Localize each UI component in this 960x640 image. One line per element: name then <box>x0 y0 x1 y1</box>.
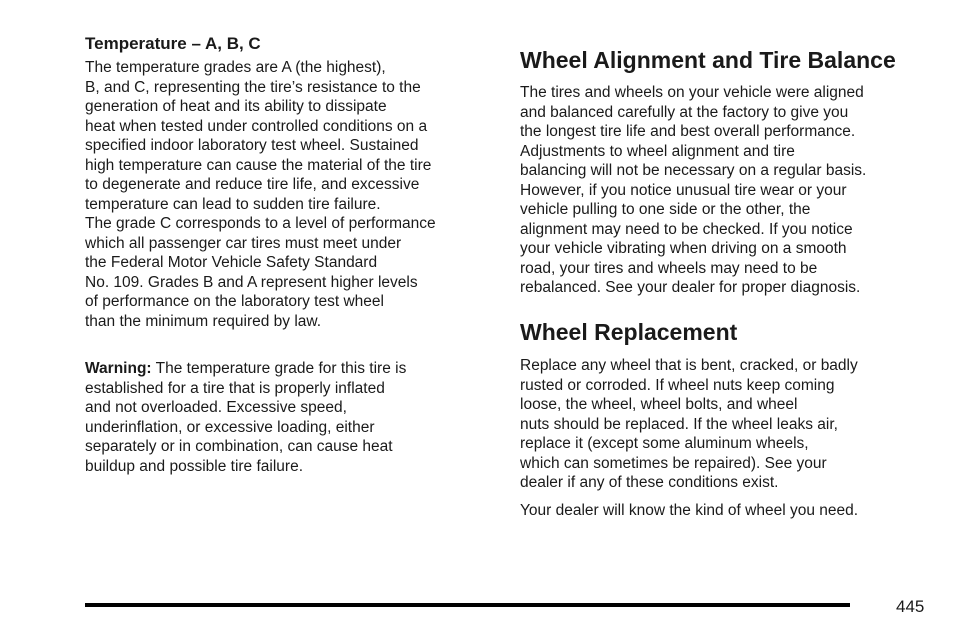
text-line: nuts should be replaced. If the wheel leaks air, <box>520 415 838 433</box>
dealer-note <box>520 501 858 521</box>
text-line: temperature can lead to sudden tire failure. <box>85 195 381 213</box>
text-line: The temperature grades are A (the highest), <box>85 59 386 76</box>
text-line: which all passenger car tires must meet under <box>85 234 402 252</box>
text-line: vehicle pulling to one side or the other, the <box>520 201 811 218</box>
text-line: No. 109. Grades B and A represent higher levels <box>85 273 418 291</box>
text-line: Adjustments to wheel alignment and tire <box>520 142 795 160</box>
text-line: buildup and possible tire failure. <box>85 457 303 475</box>
text-line: and not overloaded. Excessive speed, <box>85 399 347 416</box>
wheel-alignment-heading: Wheel Alignment and Tire Balance <box>520 47 896 73</box>
warning-paragraph <box>85 359 406 476</box>
text-line: heat when tested under controlled conditions on a <box>85 117 428 135</box>
text-line: The tires and wheels on your vehicle were aligned <box>520 84 864 101</box>
text-line: replace it (except some aluminum wheels, <box>520 435 809 452</box>
wheel-replacement-heading: Wheel Replacement <box>520 319 738 345</box>
warning-first-line: The temperature grade for this tire is <box>155 360 407 377</box>
text-line: to degenerate and reduce tire life, and excessive <box>85 176 420 193</box>
text-line: specified indoor laboratory test wheel. Sustained <box>85 137 419 154</box>
text-line: road, your tires and wheels may need to be <box>520 259 818 277</box>
text-line: underinflation, or excessive loading, either <box>85 418 375 436</box>
text-line: the Federal Motor Vehicle Safety Standard <box>85 254 378 271</box>
wheel-replacement-paragraph <box>520 356 858 493</box>
text-line: which can sometimes be repaired). See your <box>520 454 827 472</box>
text-line: established for a tire that is properly inflated <box>85 379 385 397</box>
temperature-grade-heading: Temperature – A, B, C <box>85 34 261 53</box>
text-line: than the minimum required by law. <box>85 312 322 330</box>
text-line: loose, the wheel, wheel bolts, and wheel <box>520 396 798 413</box>
text-line: balancing will not be necessary on a regular basis. <box>520 162 867 179</box>
text-line: The grade C corresponds to a level of performance <box>85 215 436 232</box>
temperature-grade-paragraph <box>85 58 436 331</box>
text-line: your vehicle vibrating when driving on a smooth <box>520 240 847 257</box>
wheel-alignment-paragraph <box>520 83 866 298</box>
text-line: rusted or corroded. If wheel nuts keep coming <box>520 376 835 394</box>
text-line: high temperature can cause the material of the tire <box>85 156 432 174</box>
text-line: Replace any wheel that is bent, cracked, or badly <box>520 357 858 374</box>
text-line: alignment may need to be checked. If you notice <box>520 220 853 238</box>
page-number: 445 <box>896 597 925 616</box>
warning-label: Warning: <box>85 360 152 377</box>
text-line: However, if you notice unusual tire wear or your <box>520 181 847 199</box>
text-line: and balanced carefully at the factory to give you <box>520 103 849 121</box>
text-line: dealer if any of these conditions exist. <box>520 474 779 491</box>
text-line: separately or in combination, can cause heat <box>85 438 393 455</box>
footer-rule <box>85 603 850 607</box>
text-line <box>85 359 406 379</box>
text-line: Your dealer will know the kind of wheel you need. <box>520 502 859 519</box>
text-line: B, and C, representing the tire’s resistance to the <box>85 78 421 96</box>
text-line: rebalanced. See your dealer for proper diagnosis. <box>520 279 861 296</box>
text-line: of performance on the laboratory test wheel <box>85 293 384 310</box>
text-line: the longest tire life and best overall performance. <box>520 123 856 140</box>
text-line: generation of heat and its ability to dissipate <box>85 98 387 115</box>
